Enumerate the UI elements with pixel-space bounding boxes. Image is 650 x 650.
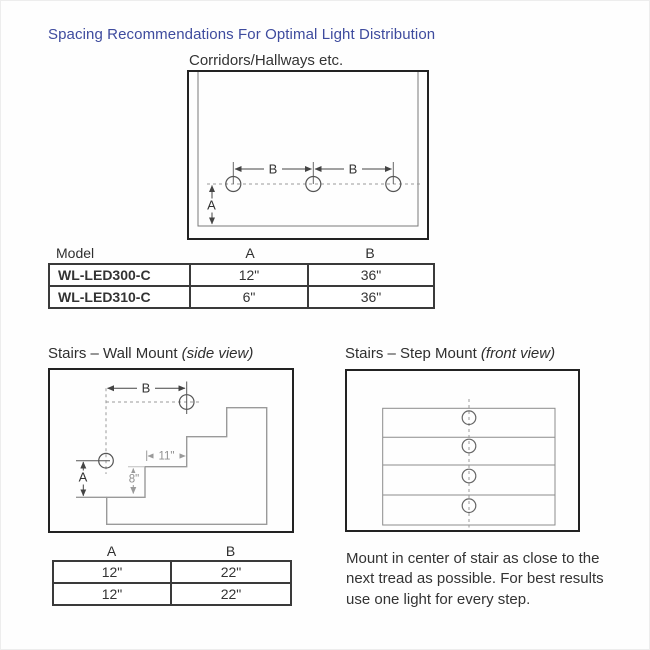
table-cell-model: WL-LED310-C	[50, 287, 191, 307]
table-cell-b: 36"	[309, 265, 433, 287]
table-cell-model: WL-LED300-C	[50, 265, 191, 287]
table-cell-a: 12"	[54, 562, 172, 584]
stair-profile	[107, 408, 267, 525]
corridor-heading: Corridors/Hallways etc.	[189, 52, 344, 69]
wall-mount-heading-text: Stairs – Wall Mount	[48, 345, 178, 362]
column-header-b: B	[225, 543, 236, 559]
table-cell-a: 12"	[54, 584, 172, 604]
table-cell-b: 22"	[172, 562, 290, 584]
dim-b-label: B	[348, 161, 358, 177]
table-cell-b: 36"	[360, 289, 382, 305]
dim-b-label: B	[268, 161, 278, 177]
step-mount-heading-note: (front view)	[480, 345, 556, 362]
step-mount-heading	[345, 345, 555, 362]
wall-mount-diagram	[48, 367, 294, 534]
riser-dim-label: 8"	[128, 473, 140, 486]
column-header-a: A	[106, 543, 117, 559]
corridor-diagram	[187, 70, 430, 241]
model-table	[48, 263, 435, 309]
column-header-a: A	[245, 245, 255, 261]
corridor-inner-wall	[198, 72, 418, 226]
wall-mount-heading	[48, 345, 253, 362]
table-cell-b: 22"	[220, 586, 242, 602]
step-mount-caption: Mount in center of stair as close to the next tread as possible. For best results use one light for every step.	[346, 550, 604, 608]
corridor-outer-wall	[188, 71, 428, 239]
step-mount-diagram	[345, 369, 581, 533]
column-header-b: B	[365, 245, 375, 261]
wall-mount-heading-note: (side view)	[181, 345, 254, 362]
light-fixture-icon	[462, 499, 476, 513]
step-mount-heading-text: Stairs – Step Mount	[345, 345, 477, 362]
model-table-header	[48, 244, 435, 262]
table-cell-a: 12"	[191, 265, 309, 287]
tread-dim-label: 11"	[158, 450, 175, 463]
column-header-model: Model	[56, 245, 95, 261]
dim-a-label: A	[207, 197, 216, 213]
stairs-table-header	[52, 542, 292, 560]
dim-b-label: B	[141, 380, 151, 396]
stairs-table	[52, 560, 292, 606]
dim-a-label: A	[78, 469, 88, 485]
table-cell-a: 6"	[191, 287, 309, 307]
page-title: Spacing Recommendations For Optimal Light Distribution	[48, 26, 436, 43]
